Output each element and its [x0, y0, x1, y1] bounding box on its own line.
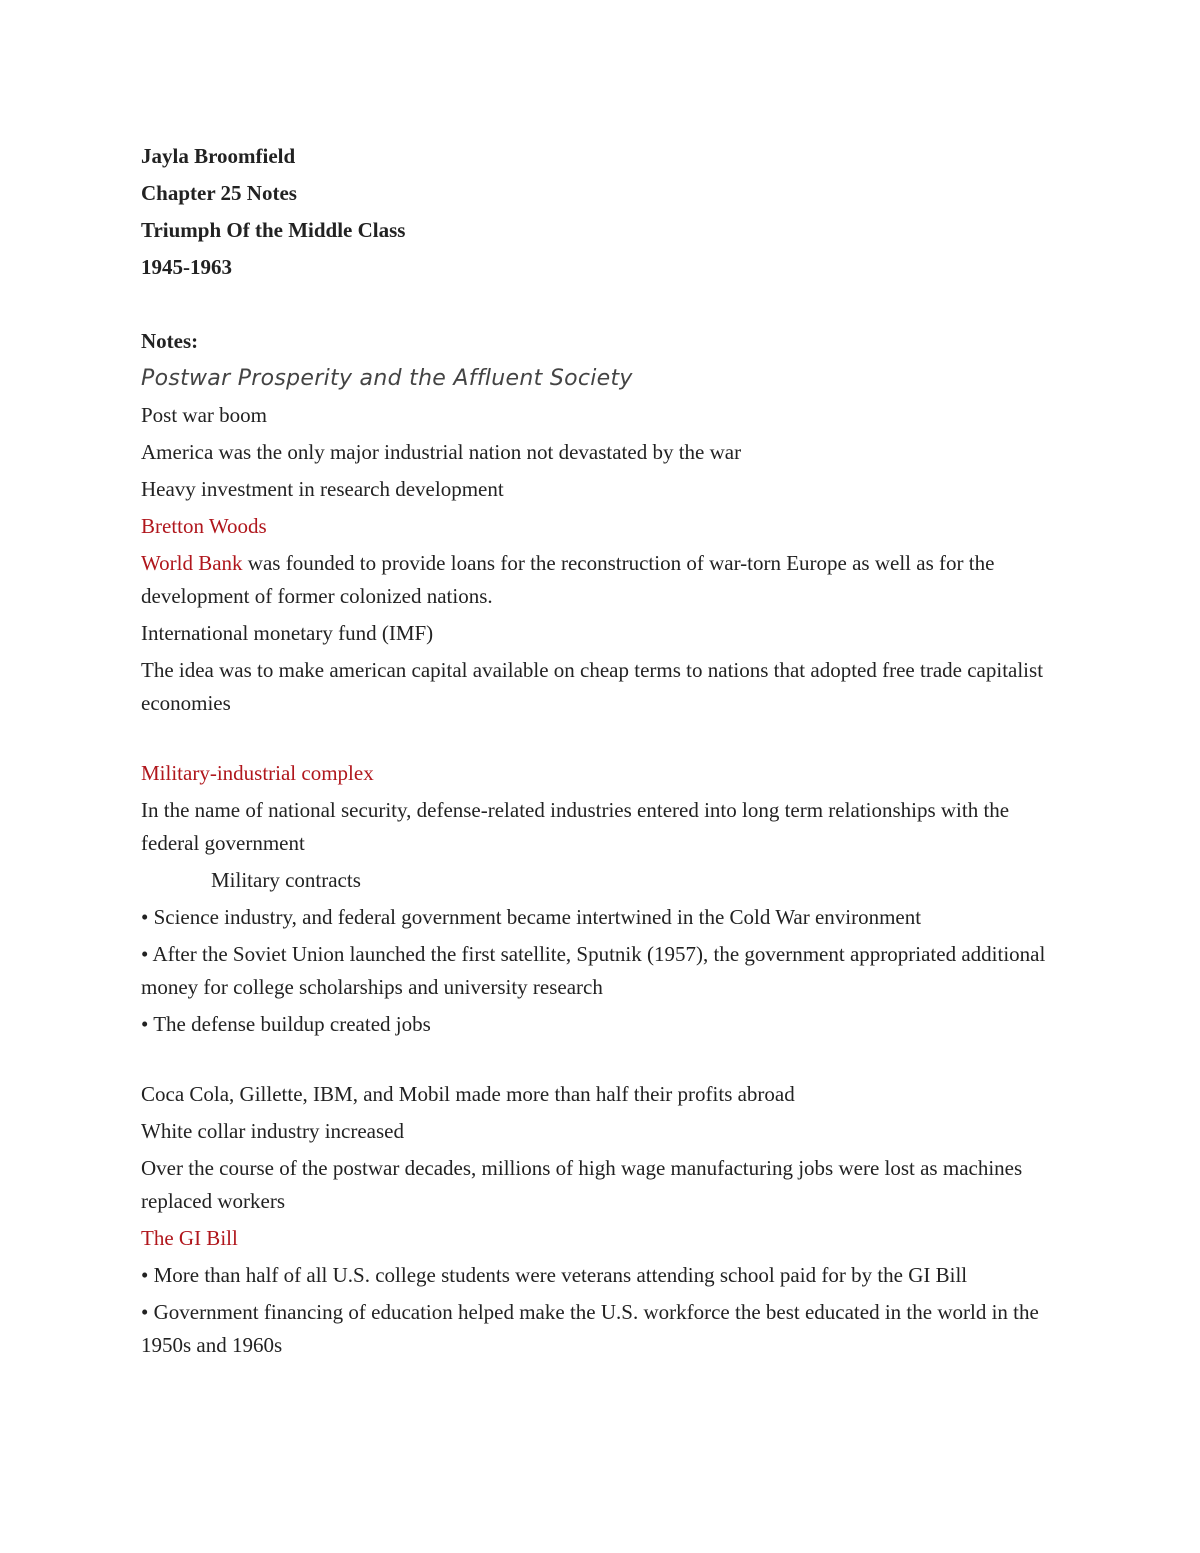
chapter-title: Triumph Of the Middle Class — [141, 218, 406, 242]
term-bretton-woods: Bretton Woods — [141, 514, 267, 538]
note-imf: International monetary fund (IMF) — [141, 621, 434, 645]
document-page — [141, 140, 1071, 1366]
bullet-item: • After the Soviet Union launched the first satellite, Sputnik (1957), the government appropriated additional money for college scholarships and university research — [141, 942, 1046, 999]
section-heading-postwar: Postwar Prosperity and the Affluent Society — [141, 366, 633, 391]
term-world-bank: World Bank — [141, 551, 243, 575]
spacer — [141, 288, 1071, 321]
note-military-contracts: Military contracts — [211, 868, 361, 892]
notes-label: Notes: — [141, 329, 199, 353]
note-idea: The idea was to make american capital available on cheap terms to nations that adopted free trade capitalist economies — [141, 658, 1044, 715]
term-gi-bill: The GI Bill — [141, 1226, 238, 1250]
chapter-label: Chapter 25 Notes — [141, 181, 297, 205]
note-line: White collar industry increased — [141, 1119, 404, 1143]
note-line: Over the course of the postwar decades, millions of high wage manufacturing jobs were lost as machines replaced workers — [141, 1156, 1023, 1213]
note-national-security: In the name of national security, defense-related industries entered into long term relationships with the federal government — [141, 798, 1010, 855]
bullet-item: • The defense buildup created jobs — [141, 1012, 431, 1036]
bullet-item: • More than half of all U.S. college students were veterans attending school paid for by the GI Bill — [141, 1263, 968, 1287]
world-bank-description: was founded to provide loans for the reconstruction of war-torn Europe as well as for the development of former colonized nations. — [141, 551, 995, 608]
note-line: Heavy investment in research development — [141, 477, 504, 501]
spacer — [141, 1045, 1071, 1078]
note-line: America was the only major industrial nation not devastated by the war — [141, 440, 742, 464]
note-line: Coca Cola, Gillette, IBM, and Mobil made more than half their profits abroad — [141, 1082, 795, 1106]
author-name: Jayla Broomfield — [141, 144, 296, 168]
note-world-bank — [141, 547, 1071, 613]
bullet-item: • Government financing of education helped make the U.S. workforce the best educated in the world in the 1950s and 1960s — [141, 1300, 1039, 1357]
chapter-years: 1945-1963 — [141, 255, 232, 279]
term-military-industrial-complex: Military-industrial complex — [141, 761, 374, 785]
bullet-item: • Science industry, and federal government became intertwined in the Cold War environment — [141, 905, 922, 929]
spacer — [141, 724, 1071, 757]
note-line: Post war boom — [141, 403, 267, 427]
